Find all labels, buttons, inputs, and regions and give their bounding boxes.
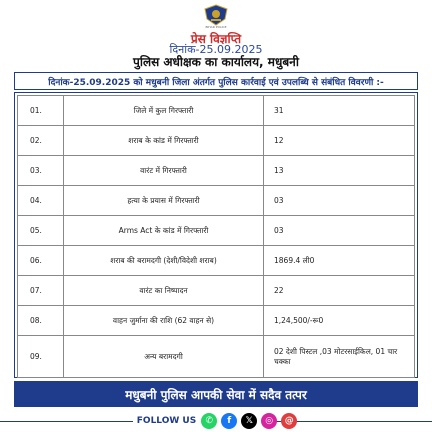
row-number: 02. xyxy=(18,126,64,156)
row-value: 13 xyxy=(264,156,415,186)
follow-divider-left xyxy=(0,421,150,422)
report-table-container xyxy=(14,92,418,378)
row-description: अन्य बरामदगी xyxy=(64,336,264,378)
row-description: हत्या के प्रयास में गिरफ्तारी xyxy=(64,186,264,216)
row-number: 08. xyxy=(18,306,64,336)
row-number: 06. xyxy=(18,246,64,276)
report-table xyxy=(17,95,415,378)
row-description: वारंट में गिरफ्तारी xyxy=(64,156,264,186)
office-name: पुलिस अधीक्षक का कार्यालय, मधुबनी xyxy=(133,55,299,69)
row-description: शराब की बरामदगी (देशी/विदेशी शराब) xyxy=(64,246,264,276)
table-row xyxy=(18,156,415,186)
facebook-icon[interactable]: f xyxy=(221,413,237,429)
row-description: वाहन जुर्माना की राशि (62 वाहन से) xyxy=(64,306,264,336)
row-value: 22 xyxy=(264,276,415,306)
row-description: शराब के कांड में गिरफ्तारी xyxy=(64,126,264,156)
instagram-icon[interactable]: ◎ xyxy=(261,413,277,429)
table-row xyxy=(18,126,415,156)
row-number: 09. xyxy=(18,336,64,378)
row-number: 04. xyxy=(18,186,64,216)
table-row xyxy=(18,186,415,216)
row-value: 1,24,500/-रू0 xyxy=(264,306,415,336)
follow-us-bar xyxy=(0,410,432,432)
row-value: 12 xyxy=(264,126,415,156)
footer-banner xyxy=(14,381,418,407)
intro-text: दिनांक-25.09.2025 को मधुबनी जिला अंतर्गत पुलिस कार्रवाई एवं उपलब्धि से संबंधित विवरणी :- xyxy=(48,77,384,88)
row-value: 02 देशी पिस्टल ,03 मोटरसाईकिल, 01 चार चक्का xyxy=(264,336,415,378)
whatsapp-icon[interactable]: ✆ xyxy=(201,413,217,429)
row-number: 07. xyxy=(18,276,64,306)
row-value: 03 xyxy=(264,186,415,216)
emblem-caption: BIHAR POLICE xyxy=(205,25,227,29)
table-row xyxy=(18,276,415,306)
row-number: 01. xyxy=(18,96,64,126)
row-value: 31 xyxy=(264,96,415,126)
row-number: 05. xyxy=(18,216,64,246)
x-icon[interactable]: 𝕏 xyxy=(241,413,257,429)
row-number: 03. xyxy=(18,156,64,186)
threads-icon[interactable]: @ xyxy=(281,413,297,429)
press-release-title: प्रेस विज्ञप्ति xyxy=(190,32,242,46)
table-row xyxy=(18,96,415,126)
table-row xyxy=(18,216,415,246)
bihar-police-emblem-icon xyxy=(203,4,229,26)
release-date: दिनांक-25.09.2025 xyxy=(169,43,263,56)
row-description: Arms Act के कांड में गिरफ्तारी xyxy=(64,216,264,246)
row-value: 03 xyxy=(264,216,415,246)
header xyxy=(0,0,432,72)
footer-slogan: मधुबनी पुलिस आपकी सेवा में सदैव तत्पर xyxy=(125,387,307,402)
row-value: 1869.4 ली0 xyxy=(264,246,415,276)
table-row xyxy=(18,246,415,276)
table-row xyxy=(18,336,415,378)
table-row xyxy=(18,306,415,336)
intro-heading xyxy=(14,72,418,90)
row-description: जिले में कुल गिरफ्तारी xyxy=(64,96,264,126)
row-description: वारंट का निष्पादन xyxy=(64,276,264,306)
follow-us-label: FOLLOW US xyxy=(133,416,196,426)
